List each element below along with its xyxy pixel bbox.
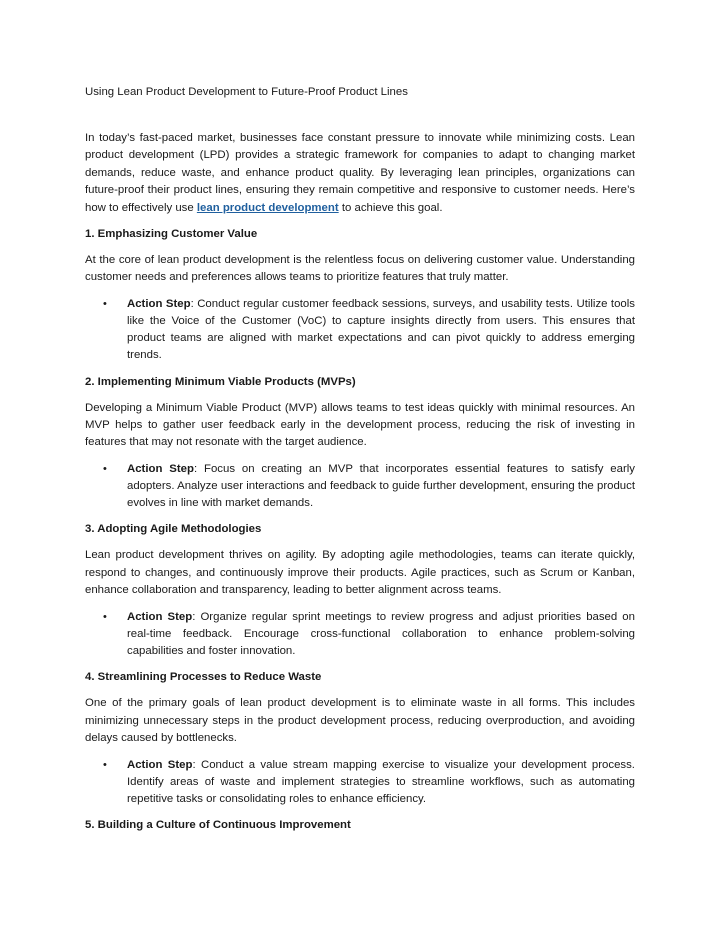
- action-step-label: Action Step: [127, 297, 191, 310]
- section-paragraph: At the core of lean product development is the relentless focus on delivering customer value. Understanding customer needs and preferences allows teams to prioritize features that truly matter.: [85, 254, 635, 284]
- action-step-text: : Conduct regular customer feedback sessions, surveys, and usability tests. Utilize tools like the Voice of the Customer (VoC) to capture insights directly from users. This ensures that product teams are aligned with market expectations and can pivot quickly to address emerging trends.: [127, 297, 635, 362]
- action-step-text: : Organize regular sprint meetings to review progress and adjust priorities based on real-time feedback. Encourage cross-functional collaboration to enhance problem-solving capabilities and foster innovation.: [127, 610, 635, 658]
- action-step-item: [85, 757, 635, 809]
- section-paragraph: One of the primary goals of lean product development is to eliminate waste in all forms. This includes minimizing unnecessary steps in the product development process, reducing overproduction, and avoiding delays caused by bottlenecks.: [85, 697, 635, 745]
- section-heading: 3. Adopting Agile Methodologies: [85, 523, 262, 536]
- document-title: Using Lean Product Development to Future-Proof Product Lines: [85, 86, 408, 98]
- action-list: [85, 296, 635, 365]
- intro-text: In today’s fast-paced market, businesses face constant pressure to innovate while minimizing costs. Lean product development (LPD) provides a strategic framework for companies to adapt to changing market demands, reduce waste, and enhance product quality. By leveraging lean principles, organizations can future-proof their product lines, ensuring they remain competitive and responsive to customer needs. Here’s how to effectively use: [85, 132, 635, 214]
- bullet-icon: •: [103, 610, 107, 623]
- section-heading: 4. Streamlining Processes to Reduce Waste: [85, 671, 322, 684]
- section-paragraph: Developing a Minimum Viable Product (MVP) allows teams to test ideas quickly with minimal resources. An MVP helps to gather user feedback early in the development process, reducing the risk of investing in features that may not resonate with the target audience.: [85, 401, 635, 449]
- bullet-icon: •: [103, 462, 107, 475]
- action-step-label: Action Step: [127, 462, 194, 475]
- section-heading: 2. Implementing Minimum Viable Products (MVPs): [85, 375, 356, 388]
- action-step-item: [85, 461, 635, 513]
- action-step-text: : Focus on creating an MVP that incorporates essential features to satisfy early adopters. Analyze user interactions and feedback to guide further development, ensuring the product evolves in line with market demands.: [127, 462, 635, 510]
- action-step-item: [85, 609, 635, 661]
- bullet-icon: •: [103, 297, 107, 310]
- action-step-label: Action Step: [127, 758, 193, 771]
- action-list: [85, 609, 635, 661]
- action-step-item: [85, 296, 635, 365]
- section-paragraph: Lean product development thrives on agility. By adopting agile methodologies, teams can iterate quickly, respond to changes, and continuously improve their products. Agile practices, such as Scrum or Kanban, enhance collaboration and transparency, leading to better alignment across teams.: [85, 549, 635, 597]
- lean-product-development-link[interactable]: lean product development: [196, 201, 339, 214]
- action-list: [85, 757, 635, 809]
- bullet-icon: •: [103, 758, 107, 771]
- document-body: [85, 84, 635, 843]
- intro-text-end: to achieve this goal.: [338, 201, 443, 214]
- intro-paragraph: [85, 130, 635, 217]
- action-step-label: Action Step: [127, 610, 193, 623]
- action-list: [85, 461, 635, 513]
- action-step-text: : Conduct a value stream mapping exercise to visualize your development process. Identify areas of waste and implement strategies to streamline workflows, such as automating repetitive tasks or consolidating roles to enhance efficiency.: [127, 758, 635, 805]
- section-heading: 1. Emphasizing Customer Value: [85, 228, 258, 241]
- section-heading: 5. Building a Culture of Continuous Improvement: [85, 819, 351, 832]
